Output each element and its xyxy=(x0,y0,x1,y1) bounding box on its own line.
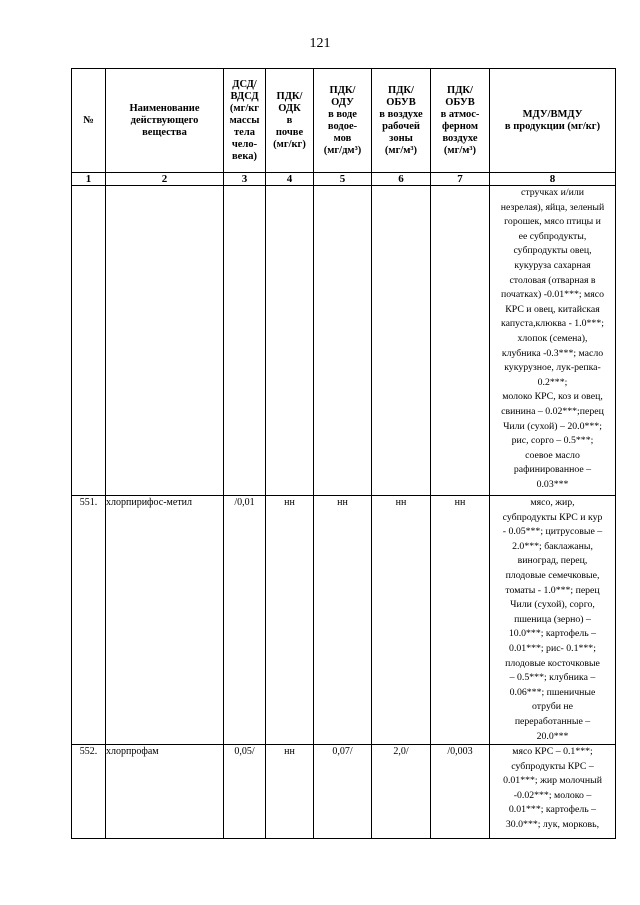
row-number xyxy=(72,186,106,496)
pdk-soil-value: нн xyxy=(266,745,314,839)
header-pdk-atm-air: ПДК/ ОБУВ в атмос- ферном воздухе (мг/м³) xyxy=(431,69,490,173)
column-number: 3 xyxy=(224,173,266,186)
header-row xyxy=(72,69,616,173)
column-number: 6 xyxy=(372,173,431,186)
row-number: 552. xyxy=(72,745,106,839)
mdu-value: мясо КРС – 0.1***; субпродукты КРС – 0.01***; жир молочный -0.02***; молоко – 0.01***; картофель – 30.0***; лук, морковь, xyxy=(490,745,616,839)
pdk-work-air-value: нн xyxy=(372,496,431,745)
column-number: 8 xyxy=(490,173,616,186)
column-number: 7 xyxy=(431,173,490,186)
dsd-value xyxy=(224,186,266,496)
column-number: 2 xyxy=(106,173,224,186)
column-number: 5 xyxy=(314,173,372,186)
header-pdk-soil: ПДК/ ОДК в почве (мг/кг) xyxy=(266,69,314,173)
dsd-value: 0,05/ xyxy=(224,745,266,839)
header-dsd: ДСД/ ВДСД (мг/кг массы тела чело- века) xyxy=(224,69,266,173)
table-row xyxy=(72,496,616,745)
pdk-water-value: нн xyxy=(314,496,372,745)
header-pdk-water: ПДК/ ОДУ в воде водое- мов (мг/дм³) xyxy=(314,69,372,173)
substance-name: хлорпрофам xyxy=(106,745,224,839)
pdk-soil-value: нн xyxy=(266,496,314,745)
pdk-atm-air-value: /0,003 xyxy=(431,745,490,839)
column-number-row xyxy=(72,173,616,186)
pdk-water-value: 0,07/ xyxy=(314,745,372,839)
page-number: 121 xyxy=(309,36,331,51)
dsd-value: /0,01 xyxy=(224,496,266,745)
mdu-value: мясо, жир, субпродукты КРС и кур - 0.05***; цитрусовые – 2.0***; баклажаны, виноград, перец, плодовые семечковые, томаты - 1.0***; перец Чили (сухой), сорго, пшеница (зерно) – 10.0***; картофель – 0.01***; рис- 0.1***; плодовые косточковые – 0.5***; клубника – 0.06***; пшеничные отруби не переработанные – 20.0*** xyxy=(490,496,616,745)
pdk-work-air-value xyxy=(372,186,431,496)
header-number: № xyxy=(72,69,106,173)
pdk-work-air-value: 2,0/ xyxy=(372,745,431,839)
substance-name: хлорпирифос-метил xyxy=(106,496,224,745)
pdk-water-value xyxy=(314,186,372,496)
table-row xyxy=(72,186,616,496)
mdu-value: стручках и/или незрелая), яйца, зеленый горошек, мясо птицы и ее субпродукты, субпродукты овец, кукуруза сахарная столовая (отварная в початках) -0.01***; мясо КРС и овец, китайская капуста,клюква - 1.0***; хлопок (семена), клубника -0.3***; масло кукурузное, лук-репка- 0.2***; молоко КРС, коз и овец, свинина – 0.02***;перец Чили (сухой) – 20.0***; рис, сорго – 0.5***; соевое масло рафинированное – 0.03*** xyxy=(490,186,616,496)
header-substance-name: Наименование действующего вещества xyxy=(106,69,224,173)
pesticide-table xyxy=(71,68,616,839)
pdk-atm-air-value xyxy=(431,186,490,496)
header-pdk-work-air: ПДК/ ОБУВ в воздухе рабочей зоны (мг/м³) xyxy=(372,69,431,173)
column-number: 1 xyxy=(72,173,106,186)
table-row xyxy=(72,745,616,839)
header-mdu: МДУ/ВМДУ в продукции (мг/кг) xyxy=(490,69,616,173)
column-number: 4 xyxy=(266,173,314,186)
pdk-soil-value xyxy=(266,186,314,496)
substance-name xyxy=(106,186,224,496)
row-number: 551. xyxy=(72,496,106,745)
pdk-atm-air-value: нн xyxy=(431,496,490,745)
